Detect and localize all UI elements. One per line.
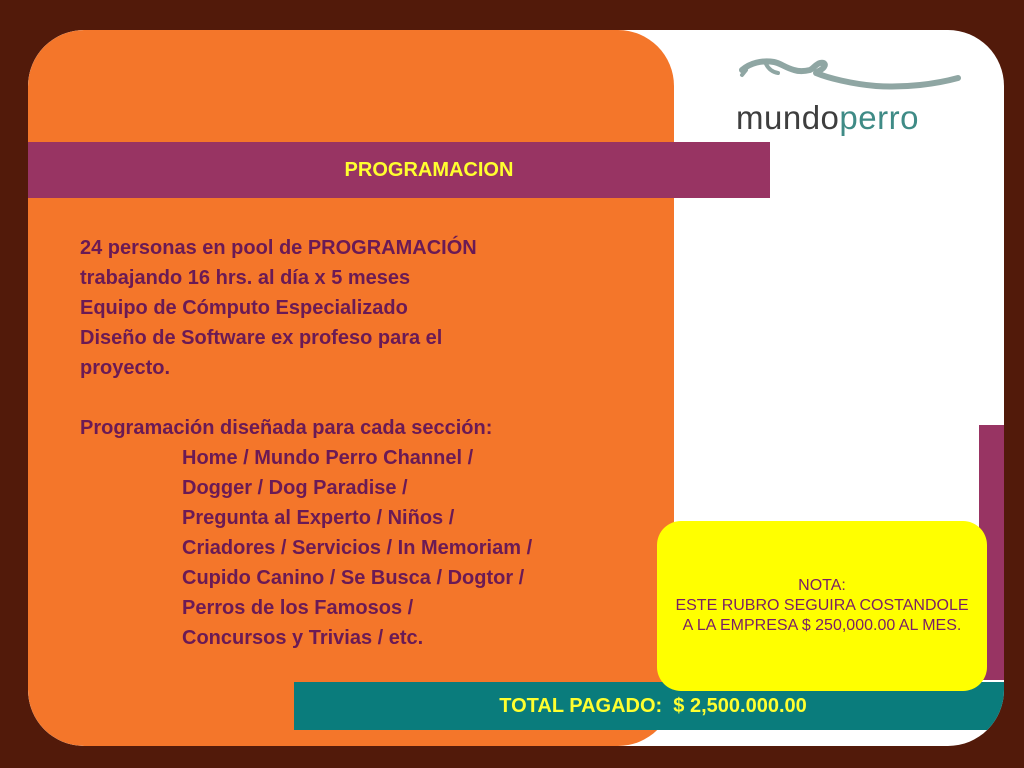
total-text: TOTAL PAGADO: $ 2,500.000.00: [499, 694, 807, 717]
sections-heading: Programación diseñada para cada sección:: [80, 417, 493, 439]
section-line: Criadores / Servicios / In Memoriam /: [182, 537, 533, 559]
description-line: trabajando 16 hrs. al día x 5 meses: [80, 267, 411, 289]
note-box: [657, 521, 987, 691]
title-bar: [28, 142, 770, 198]
section-line: Cupido Canino / Se Busca / Dogtor /: [182, 567, 525, 589]
section-line: Concursos y Trivias / etc.: [182, 627, 424, 649]
description-line: proyecto.: [80, 357, 171, 379]
page-title: PROGRAMACION: [344, 158, 514, 181]
spacer: [80, 383, 670, 413]
slide-card: [28, 30, 1004, 746]
description-line: Diseño de Software ex profeso para el: [80, 327, 443, 349]
mundoperro-logo: [736, 50, 968, 134]
logo-word-perro: perro: [839, 99, 919, 136]
content-block: [80, 233, 670, 653]
note-label: NOTA:: [798, 577, 846, 594]
logo-wordmark: [736, 98, 919, 138]
logo-word-mundo: mundo: [736, 99, 840, 136]
section-line: Dogger / Dog Paradise /: [182, 477, 408, 499]
description-line: Equipo de Cómputo Especializado: [80, 297, 408, 319]
section-line: Home / Mundo Perro Channel /: [182, 447, 474, 469]
description-line: 24 personas en pool de PROGRAMACIÓN: [80, 237, 477, 259]
section-line: Pregunta al Experto / Niños /: [182, 507, 455, 529]
section-line: Perros de los Famosos /: [182, 597, 414, 619]
dog-silhouette-icon: [736, 50, 968, 100]
note-text: ESTE RUBRO SEGUIRA COSTANDOLE A LA EMPRESA $ 250,000.00 AL MES.: [675, 597, 969, 634]
